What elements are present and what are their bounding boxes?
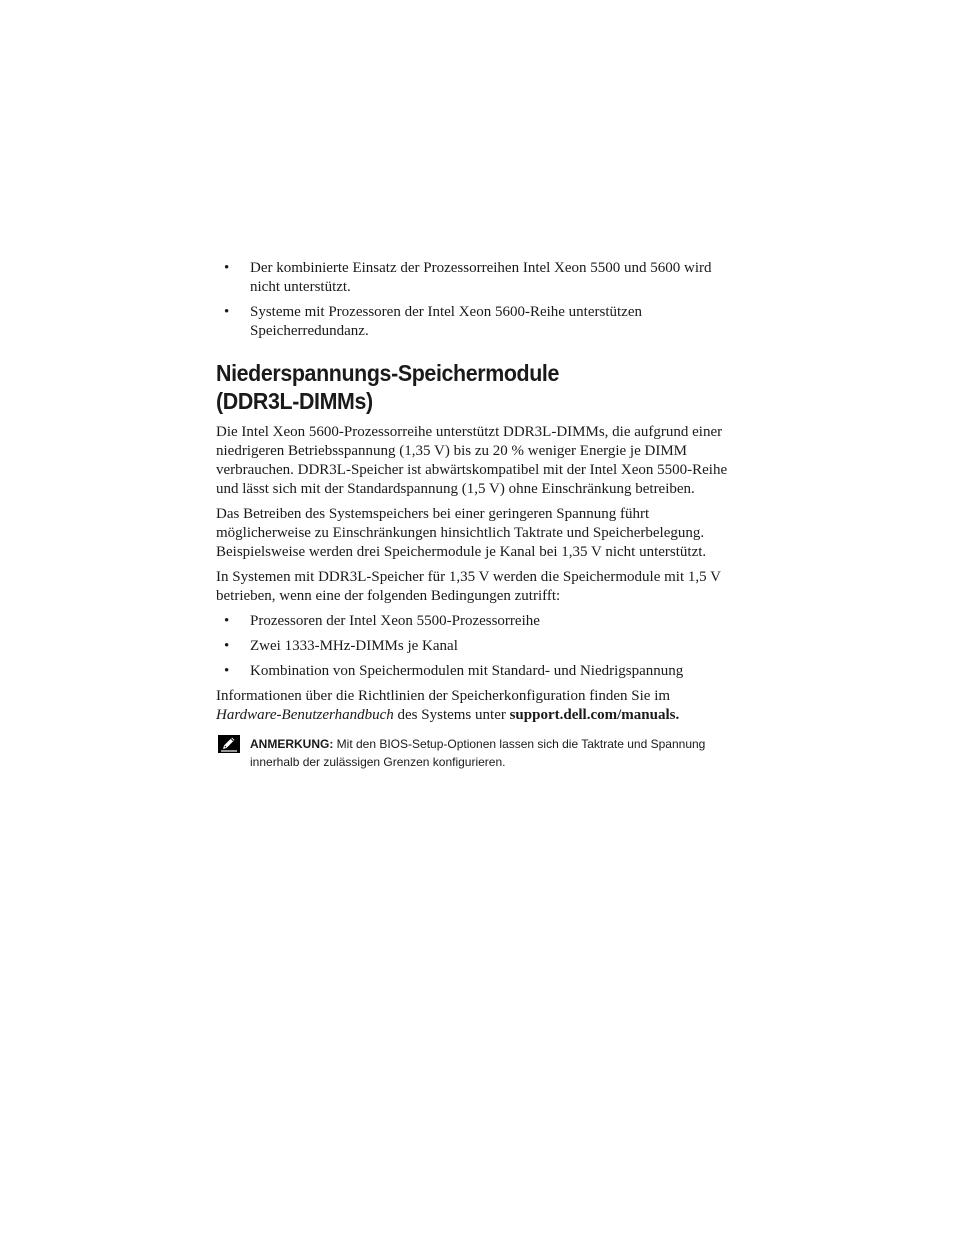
note-text: Mit den BIOS-Setup-Optionen lassen sich die Taktrate und Spannung innerhalb der zulässigen Grenzen konfigurieren.	[250, 737, 706, 769]
info-prefix: Informationen über die Richtlinien der Speicherkonfiguration finden Sie im	[216, 688, 671, 704]
pencil-note-icon	[218, 735, 240, 753]
processor-notes-list	[216, 259, 738, 341]
note-label: ANMERKUNG:	[250, 737, 334, 751]
note-box	[216, 735, 738, 771]
section-heading	[216, 359, 740, 415]
list-item	[216, 303, 738, 341]
paragraph-intro: Die Intel Xeon 5600-Prozessorreihe unterstützt DDR3L-DIMMs, die aufgrund einer niedrigeren Betriebsspannung (1,35 V) bis zu 20 % weniger Energie je DIMM verbrauchen. DDR3L-Speicher ist abwärtskompatibel mit der Intel Xeon 5500-Reihe und lässt sich mit der Standardspannung (1,5 V) ohne Einschränkung betreiben.	[216, 424, 728, 497]
list-item-text: Kombination von Speichermodulen mit Standard- und Niedrigspannung	[250, 663, 684, 679]
list-item-text: Prozessoren der Intel Xeon 5500-Prozessorreihe	[250, 613, 540, 629]
document-body	[216, 259, 738, 771]
bullet-icon: •	[224, 613, 230, 629]
bullet-icon: •	[224, 260, 230, 276]
list-item-text: Zwei 1333-MHz-DIMMs je Kanal	[250, 638, 458, 654]
bullet-icon: •	[224, 304, 230, 320]
info-suffix: .	[675, 707, 680, 723]
list-item	[216, 259, 738, 297]
list-item	[216, 612, 738, 631]
heading-line-1: Niederspannungs-Speichermodule	[216, 360, 560, 386]
list-item-text: Der kombinierte Einsatz der Prozessorreihen Intel Xeon 5500 und 5600 wird nicht unterstützt.	[250, 260, 712, 295]
conditions-list	[216, 612, 738, 681]
paragraph-more-info	[216, 687, 738, 725]
bullet-icon: •	[224, 663, 230, 679]
paragraph-limitations: Das Betreiben des Systemspeichers bei einer geringeren Spannung führt möglicherweise zu Einschränkungen hinsichtlich Taktrate und Speicherbelegung. Beispielsweise werden drei Speichermodule je Kanal bei 1,35 V nicht unterstützt.	[216, 506, 707, 560]
bullet-icon: •	[224, 638, 230, 654]
paragraph-conditions-intro: In Systemen mit DDR3L-Speicher für 1,35 V werden die Speichermodule mit 1,5 V betrieben, wenn eine der folgenden Bedingungen zutrifft:	[216, 569, 721, 604]
list-item-text: Systeme mit Prozessoren der Intel Xeon 5600-Reihe unterstützen Speicherredundanz.	[250, 304, 642, 339]
list-item	[216, 662, 738, 681]
heading-line-2: (DDR3L-DIMMs)	[216, 388, 373, 414]
support-link[interactable]: support.dell.com/manuals	[509, 707, 676, 723]
info-middle: des Systems unter	[393, 707, 510, 723]
list-item	[216, 637, 738, 656]
manual-title: Hardware-Benutzerhandbuch	[216, 707, 394, 723]
